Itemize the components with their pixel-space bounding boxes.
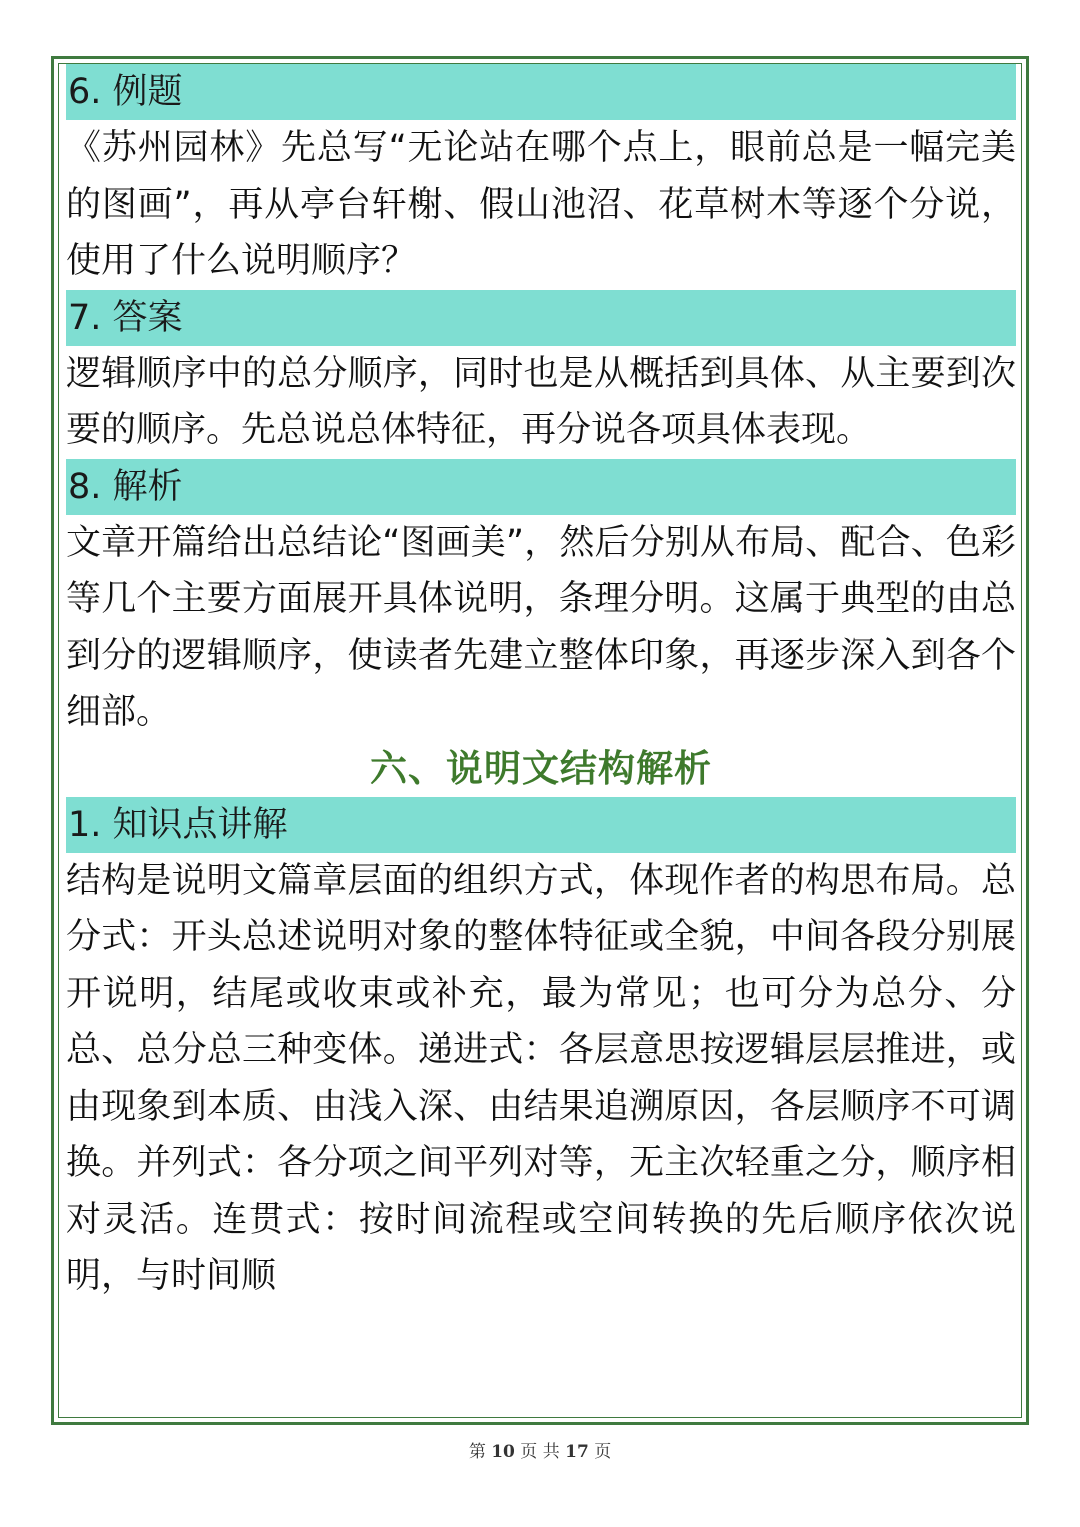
chapter-title: 六、说明文结构解析 xyxy=(370,746,712,790)
example-body: 《苏州园林》先总写“无论站在哪个点上，眼前总是一幅完美的图画”，再从亭台轩榭、假山池沼、花草树木等逐个分说，使用了什么说明顺序？ xyxy=(66,128,1016,281)
page-content xyxy=(66,64,1016,1305)
footer-suffix: 页 xyxy=(594,1442,612,1462)
footer-prefix: 第 xyxy=(468,1442,486,1462)
footer-page-number: 10 xyxy=(491,1442,515,1462)
analysis-body: 文章开篇给出总结论“图画美”，然后分别从布局、配合、色彩等几个主要方面展开具体说明，条理分明。这属于典型的由总到分的逻辑顺序，使读者先建立整体印象，再逐步深入到各个细部。 xyxy=(66,522,1016,732)
footer-middle: 页 共 xyxy=(520,1442,560,1462)
knowledge-body: 结构是说明文篇章层面的组织方式，体现作者的构思布局。总分式：开头总述说明对象的整体特征或全貌，中间各段分别展开说明，结尾或收束或补充，最为常见；也可分为总分、分总、总分总三种变体。递进式：各层意思按逻辑层层推进，或由现象到本质、由浅入深、由结果追溯原因，各层顺序不可调换。并列式：各分项之间平列对等，无主次轻重之分，顺序相对灵活。连贯式：按时间流程或空间转换的先后顺序依次说明，与时间顺 xyxy=(66,860,1016,1296)
page-footer xyxy=(0,1437,1080,1462)
example-heading: 6. 例题 xyxy=(66,64,1016,120)
footer-total-pages: 17 xyxy=(565,1442,589,1462)
analysis-heading: 8. 解析 xyxy=(66,459,1016,515)
knowledge-heading: 1. 知识点讲解 xyxy=(66,797,1016,853)
answer-heading: 7. 答案 xyxy=(66,290,1016,346)
answer-body: 逻辑顺序中的总分顺序，同时也是从概括到具体、从主要到次要的顺序。先总说总体特征，再分说各项具体表现。 xyxy=(66,353,1016,450)
